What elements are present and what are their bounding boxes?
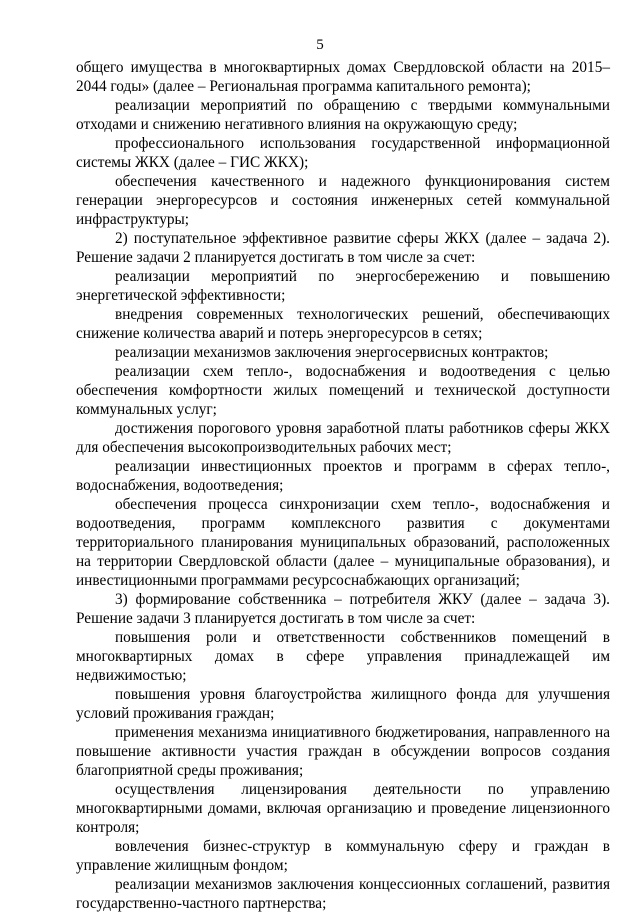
paragraph: внедрения современных технологических решений, обеспечивающих снижение количества аварий и потерь энергоресурсов в сетях;: [76, 306, 610, 342]
paragraph: 2) поступательное эффективное развитие сферы ЖКХ (далее – задача 2). Решение задачи 2 планируется достигать в том числе за счет:: [76, 230, 610, 266]
paragraph: реализации мероприятий по обращению с твердыми коммунальными отходами и снижению негативного влияния на окружающую среду;: [76, 97, 610, 133]
paragraph: применения механизма инициативного бюджетирования, направленного на повышение активности участия граждан в обсуждении вопросов создания благоприятной среды проживания;: [76, 724, 610, 779]
paragraph: общего имущества в многоквартирных домах Свердловской области на 2015–2044 годы» (далее – Региональная программа капитального ремонта);: [76, 59, 610, 95]
paragraph: реализации схем тепло-, водоснабжения и водоотведения с целью обеспечения комфортности жилых помещений и технической доступности коммунальных услуг;: [76, 363, 610, 418]
page-number: 5: [316, 37, 324, 53]
paragraph: вовлечения бизнес-структур в коммунальную сферу и граждан в управление жилищным фондом;: [76, 838, 610, 874]
paragraph: 3) формирование собственника – потребителя ЖКУ (далее – задача 3). Решение задачи 3 планируется достигать в том числе за счет:: [76, 591, 610, 627]
paragraph: профессионального использования государственной информационной системы ЖКХ (далее – ГИС ЖКХ);: [76, 135, 610, 171]
paragraph: обеспечения процесса синхронизации схем тепло-, водоснабжения и водоотведения, программ комплексного развития с документами территориального планирования муниципальных образований, расположенных на территории Свердловской области (далее – муниципальные образования), и инвестиционными программами ресурсоснабжающих организаций;: [76, 496, 610, 589]
paragraph: реализации механизмов заключения концессионных соглашений, развития государственно-частного партнерства;: [76, 876, 610, 912]
paragraph: повышения уровня благоустройства жилищного фонда для улучшения условий проживания граждан;: [76, 686, 610, 722]
document-body: [76, 58, 610, 913]
paragraph: осуществления лицензирования деятельности по управлению многоквартирными домами, включая организацию и проведение лицензионного контроля;: [76, 781, 610, 836]
paragraph: обеспечения качественного и надежного функционирования систем генерации энергоресурсов и состояния инженерных сетей коммунальной инфраструктуры;: [76, 173, 610, 228]
paragraph: реализации инвестиционных проектов и программ в сферах тепло-, водоснабжения, водоотведения;: [76, 458, 610, 494]
paragraph: достижения порогового уровня заработной платы работников сферы ЖКХ для обеспечения высокопроизводительных рабочих мест;: [76, 420, 610, 456]
paragraph: реализации мероприятий по энергосбережению и повышению энергетической эффективности;: [76, 268, 610, 304]
paragraph: повышения роли и ответственности собственников помещений в многоквартирных домах в сфере управления принадлежащей им недвижимостью;: [76, 629, 610, 684]
paragraph: реализации механизмов заключения энергосервисных контрактов;: [115, 344, 549, 361]
